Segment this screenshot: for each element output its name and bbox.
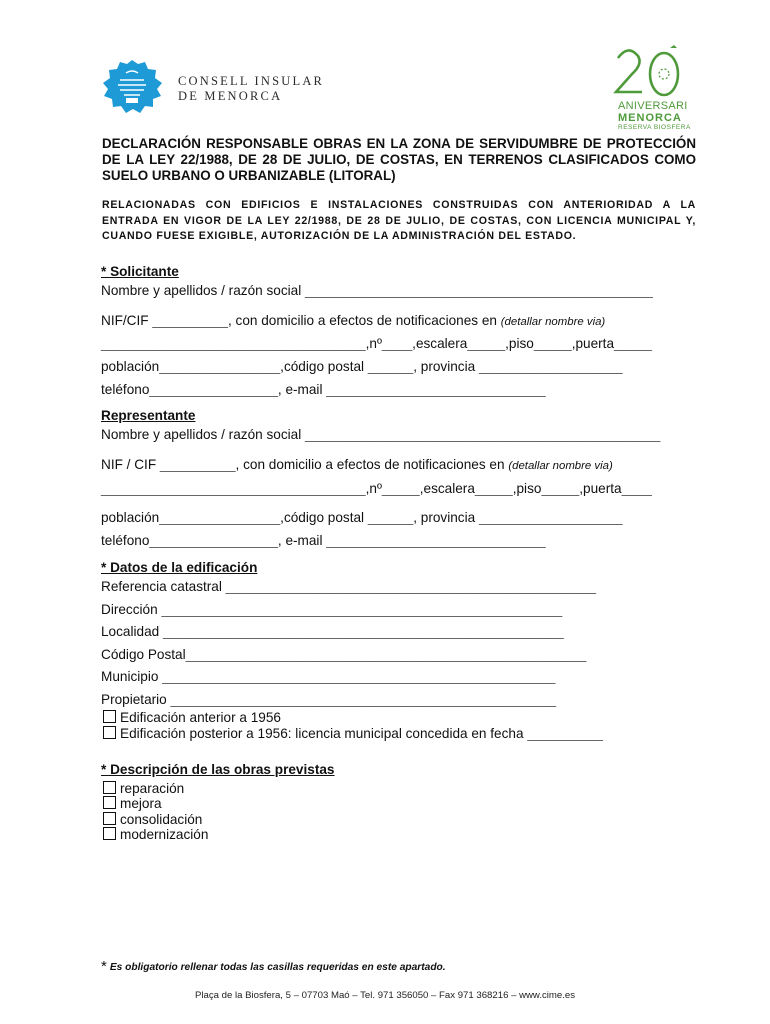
representante-poblacion-label: población xyxy=(101,510,160,525)
solicitante-telefono-field[interactable]: _________________ xyxy=(149,382,278,397)
representante-cp-label: ,código postal xyxy=(280,510,365,525)
note-asterisk: * xyxy=(101,958,107,975)
obras-reparacion-checkbox[interactable] xyxy=(103,781,116,794)
representante-heading: Representante xyxy=(101,408,196,423)
anniversary-reserve: RESERVA BIOSFERA xyxy=(618,124,691,131)
representante-via-field[interactable]: ___________________________________ xyxy=(101,481,366,496)
anniversary-word: ANIVERSARI xyxy=(618,100,688,112)
representante-nombre-field[interactable]: _______________________________________________ xyxy=(305,427,661,442)
solicitante-escalera-field[interactable]: _____ xyxy=(467,336,506,351)
document-title: DECLARACIÓN RESPONSABLE OBRAS EN LA ZONA DE SERVIDUMBRE DE PROTECCIÓN DE LA LEY 22/1988, DE 28 DE JULIO, DE COSTAS, EN TERRENOS CLASIFICADOS COMO SUELO URBANO O URBANIZABLE (LITORAL) xyxy=(102,136,696,183)
edificacion-direccion-label: Dirección xyxy=(101,602,158,617)
edificacion-posterior-label: Edificación posterior a 1956: licencia municipal concedida en fecha xyxy=(120,726,524,741)
obras-mejora-checkbox[interactable] xyxy=(103,796,116,809)
edificacion-propietario-label: Propietario xyxy=(101,692,167,707)
footer-address: Plaça de la Biosfera, 5 – 07703 Maó – Tel. 971 356050 – Fax 971 368216 – www.cime.es xyxy=(194,990,576,1001)
obras-modernizacion-checkbox[interactable] xyxy=(103,827,116,840)
edificacion-anterior-checkbox[interactable] xyxy=(103,710,116,723)
edificacion-localidad-label: Localidad xyxy=(101,624,160,639)
obras-heading: * Descripción de las obras previstas xyxy=(101,762,335,777)
org-name-line1: CONSELL INSULAR xyxy=(178,74,325,88)
obras-mejora-label: mejora xyxy=(120,796,162,811)
solicitante-via-row xyxy=(101,336,652,352)
representante-cp-field[interactable]: ______ xyxy=(367,510,414,525)
edificacion-municipio-label: Municipio xyxy=(101,669,159,684)
solicitante-telefono-row xyxy=(101,382,546,398)
solicitante-poblacion-row xyxy=(101,359,623,375)
solicitante-nif-field[interactable]: __________ xyxy=(152,313,228,328)
edificacion-municipio-field[interactable]: ____________________________________________________ xyxy=(162,669,556,684)
representante-telefono-row xyxy=(101,533,546,549)
representante-no-label: ,nº xyxy=(365,481,382,496)
edificacion-municipio-row xyxy=(101,669,555,685)
note-text: Es obligatorio rellenar todas las casillas requeridas en este apartado. xyxy=(109,962,446,973)
solicitante-no-label: ,nº xyxy=(365,336,382,351)
obras-option-consolidacion[interactable] xyxy=(103,812,202,828)
org-name xyxy=(178,74,324,104)
edificacion-cp-label: Código Postal xyxy=(101,647,186,662)
representante-nif-row xyxy=(101,457,613,474)
edificacion-localidad-row xyxy=(101,624,564,640)
edificacion-direccion-field[interactable]: _____________________________________________________ xyxy=(161,602,563,617)
obras-consolidacion-checkbox[interactable] xyxy=(103,812,116,825)
obras-consolidacion-label: consolidación xyxy=(120,812,203,827)
representante-puerta-label: ,puerta xyxy=(579,481,622,496)
representante-poblacion-row xyxy=(101,510,623,526)
edificacion-direccion-row xyxy=(101,602,562,618)
solicitante-piso-label: ,piso xyxy=(505,336,534,351)
representante-nif-field[interactable]: __________ xyxy=(159,457,236,472)
representante-piso-field[interactable]: _____ xyxy=(541,481,580,496)
solicitante-nif-label: NIF/CIF xyxy=(101,313,149,328)
solicitante-escalera-label: ,escalera xyxy=(412,336,468,351)
solicitante-nombre-field[interactable]: ______________________________________________ xyxy=(305,283,653,298)
representante-piso-label: ,piso xyxy=(512,481,542,496)
solicitante-puerta-field[interactable]: _____ xyxy=(614,336,652,351)
solicitante-cp-field[interactable]: ______ xyxy=(367,359,414,374)
solicitante-poblacion-label: población xyxy=(101,359,160,374)
edificacion-fecha-field[interactable]: __________ xyxy=(527,726,603,741)
solicitante-nombre-row xyxy=(101,283,653,299)
edificacion-referencia-field[interactable]: _________________________________________________ xyxy=(225,579,597,594)
solicitante-no-field[interactable]: ____ xyxy=(381,336,413,351)
org-name-line2: DE MENORCA xyxy=(178,89,283,103)
edificacion-anterior-option[interactable] xyxy=(103,710,281,726)
edificacion-referencia-row xyxy=(101,579,596,595)
solicitante-heading: * Solicitante xyxy=(101,264,179,279)
edificacion-posterior-checkbox[interactable] xyxy=(103,726,116,739)
solicitante-telefono-label: teléfono xyxy=(101,382,150,397)
solicitante-nif-row xyxy=(101,313,605,330)
obras-option-mejora[interactable] xyxy=(103,796,162,812)
representante-escalera-field[interactable]: _____ xyxy=(474,481,513,496)
obras-option-reparacion[interactable] xyxy=(103,781,184,797)
representante-nif-label: NIF / CIF xyxy=(101,457,157,472)
representante-escalera-label: ,escalera xyxy=(419,481,475,496)
solicitante-domicilio-hint: (detallar nombre via) xyxy=(500,316,606,328)
edificacion-propietario-field[interactable]: ___________________________________________________ xyxy=(170,692,557,707)
representante-telefono-label: teléfono xyxy=(101,533,150,548)
solicitante-provincia-label: , provincia xyxy=(413,359,476,374)
representante-domicilio-hint: (detallar nombre via) xyxy=(508,460,613,472)
edificacion-heading: * Datos de la edificación xyxy=(101,560,258,575)
representante-poblacion-field[interactable]: ________________ xyxy=(159,510,281,525)
edificacion-posterior-option[interactable] xyxy=(103,726,603,742)
solicitante-poblacion-field[interactable]: ________________ xyxy=(159,359,281,374)
representante-provincia-field[interactable]: ___________________ xyxy=(478,510,623,525)
obras-modernizacion-label: modernización xyxy=(120,827,209,842)
anniversary-logo xyxy=(612,42,694,134)
solicitante-nombre-label: Nombre y apellidos / razón social xyxy=(101,283,302,298)
representante-email-field[interactable]: _____________________________ xyxy=(326,533,546,548)
consell-insular-logo-icon xyxy=(100,58,164,114)
representante-provincia-label: , provincia xyxy=(413,510,476,525)
solicitante-puerta-label: ,puerta xyxy=(571,336,615,351)
solicitante-domicilio-label: , con domicilio a efectos de notificaciones en xyxy=(227,313,497,328)
solicitante-email-field[interactable]: _____________________________ xyxy=(326,382,546,397)
solicitante-via-field[interactable]: ___________________________________ xyxy=(101,336,366,351)
solicitante-email-label: , e-mail xyxy=(277,382,323,397)
representante-no-field[interactable]: _____ xyxy=(381,481,420,496)
representante-nombre-row xyxy=(101,427,660,443)
document-subtitle: RELACIONADAS CON EDIFICIOS E INSTALACIONES CONSTRUIDAS CON ANTERIORIDAD A LA ENTRADA EN VIGOR DE LA LEY 22/1988, DE 28 DE JULIO, DE COSTAS, CON LICENCIA MUNICIPAL Y, CUANDO FUESE EXIGIBLE, AUTORIZACIÓN DE LA ADMINISTRACIÓN DEL ESTADO. xyxy=(102,199,696,242)
anniversary-20-icon xyxy=(612,42,694,100)
representante-email-label: , e-mail xyxy=(277,533,323,548)
obras-reparacion-label: reparación xyxy=(120,781,185,796)
representante-via-row xyxy=(101,481,652,497)
representante-nombre-label: Nombre y apellidos / razón social xyxy=(101,427,302,442)
representante-puerta-field[interactable]: ____ xyxy=(621,481,652,496)
edificacion-referencia-label: Referencia catastral xyxy=(101,579,222,594)
edificacion-cp-field[interactable]: _____________________________________________________ xyxy=(185,647,587,662)
representante-telefono-field[interactable]: _________________ xyxy=(149,533,278,548)
edificacion-propietario-row xyxy=(101,692,556,708)
edificacion-localidad-field[interactable]: _____________________________________________________ xyxy=(162,624,564,639)
edificacion-anterior-label: Edificación anterior a 1956 xyxy=(120,710,281,725)
required-fields-note xyxy=(101,958,446,975)
edificacion-cp-row xyxy=(101,647,586,663)
solicitante-provincia-field[interactable]: ___________________ xyxy=(478,359,623,374)
obras-option-modernizacion[interactable] xyxy=(103,827,208,843)
solicitante-piso-field[interactable]: _____ xyxy=(533,336,572,351)
anniversary-island: MENORCA xyxy=(618,112,682,124)
representante-domicilio-label: , con domicilio a efectos de notificaciones en xyxy=(235,457,505,472)
solicitante-cp-label: ,código postal xyxy=(280,359,365,374)
